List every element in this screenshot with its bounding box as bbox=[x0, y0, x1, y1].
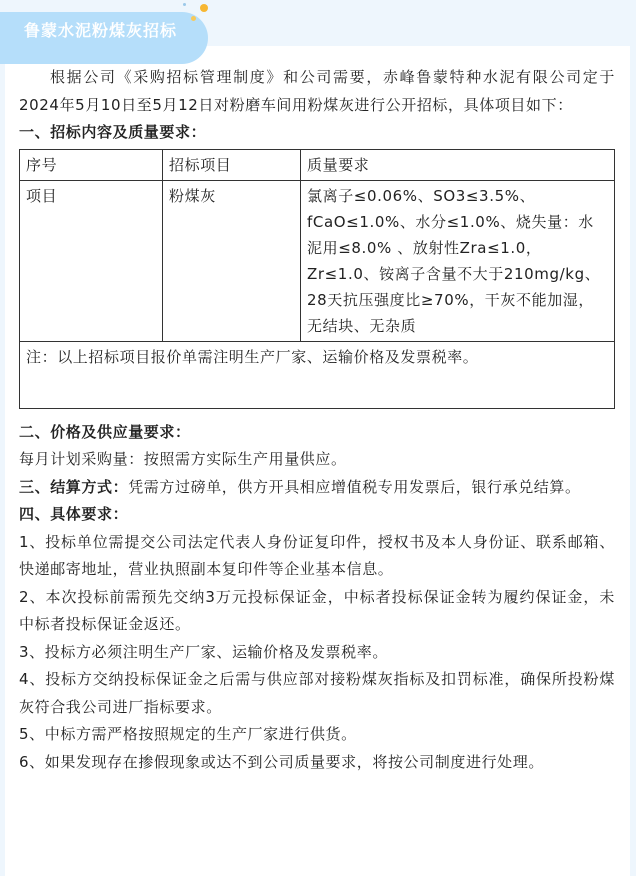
section-heading: 三、结算方式： bbox=[19, 477, 129, 496]
section-heading: 一、招标内容及质量要求： bbox=[19, 123, 207, 141]
page-title: 鲁蒙水泥粉煤灰招标 bbox=[24, 21, 178, 40]
decorative-dot bbox=[183, 3, 186, 6]
paragraph-text: 凭需方过磅单，供方开具相应增值税专用发票后，银行承兑结算。 bbox=[128, 477, 581, 496]
decorative-dot bbox=[200, 4, 208, 12]
table-note: 注：以上招标项目报价单需注明生产厂家、运输价格及发票税率。 bbox=[20, 341, 615, 408]
table-header-row bbox=[20, 149, 615, 180]
list-item: 1、投标单位需提交公司法定代表人身份证复印件，授权书及本人身份证、联系邮箱、快递邮寄地址，营业执照副本复印件等企业基本信息。 bbox=[19, 532, 615, 578]
table-cell: 项目 bbox=[20, 180, 163, 341]
bid-table bbox=[19, 149, 615, 409]
intro-paragraph: 根据公司《采购招标管理制度》和公司需要，赤峰鲁蒙特种水泥有限公司定于2024年5月10日至5月12日对粉磨车间用粉煤灰进行公开招标，具体项目如下： bbox=[19, 68, 615, 114]
decorative-dot bbox=[191, 16, 196, 21]
article-body bbox=[19, 64, 615, 776]
paragraph bbox=[19, 474, 615, 502]
table-cell: 粉煤灰 bbox=[163, 180, 301, 341]
list-item: 5、中标方需严格按照规定的生产厂家进行供货。 bbox=[19, 725, 357, 743]
table-header: 序号 bbox=[20, 149, 163, 180]
list-item: 2、本次投标前需预先交纳3万元投标保证金，中标者投标保证金转为履约保证金，未中标者投标保证金返还。 bbox=[19, 587, 615, 633]
table-cell: 氯离子≤0.06%、SO3≤3.5%、fCaO≤1.0%、水分≤1.0%、烧失量：水泥用≤8.0% 、放射性Zra≤1.0，Zr≤1.0、铵离子含量不大于210mg/kg、28天抗压强度比≥70%，干灰不能加湿，无结块、无杂质 bbox=[301, 180, 615, 341]
section-heading: 二、价格及供应量要求： bbox=[19, 422, 191, 441]
list-item: 4、投标方交纳投标保证金之后需与供应部对接粉煤灰指标及扣罚标准，确保所投粉煤灰符合我公司进厂指标要求。 bbox=[19, 670, 615, 716]
table-note-row bbox=[20, 341, 615, 408]
table-header: 质量要求 bbox=[301, 149, 615, 180]
table-header: 招标项目 bbox=[163, 149, 301, 180]
table-row bbox=[20, 180, 615, 341]
list-item: 6、如果发现存在掺假现象或达不到公司质量要求，将按公司制度进行处理。 bbox=[19, 752, 544, 771]
section-heading: 四、具体要求： bbox=[19, 505, 129, 523]
list-item: 3、投标方必须注明生产厂家、运输价格及发票税率。 bbox=[19, 642, 388, 661]
paragraph: 每月计划采购量：按照需方实际生产用量供应。 bbox=[19, 450, 347, 468]
